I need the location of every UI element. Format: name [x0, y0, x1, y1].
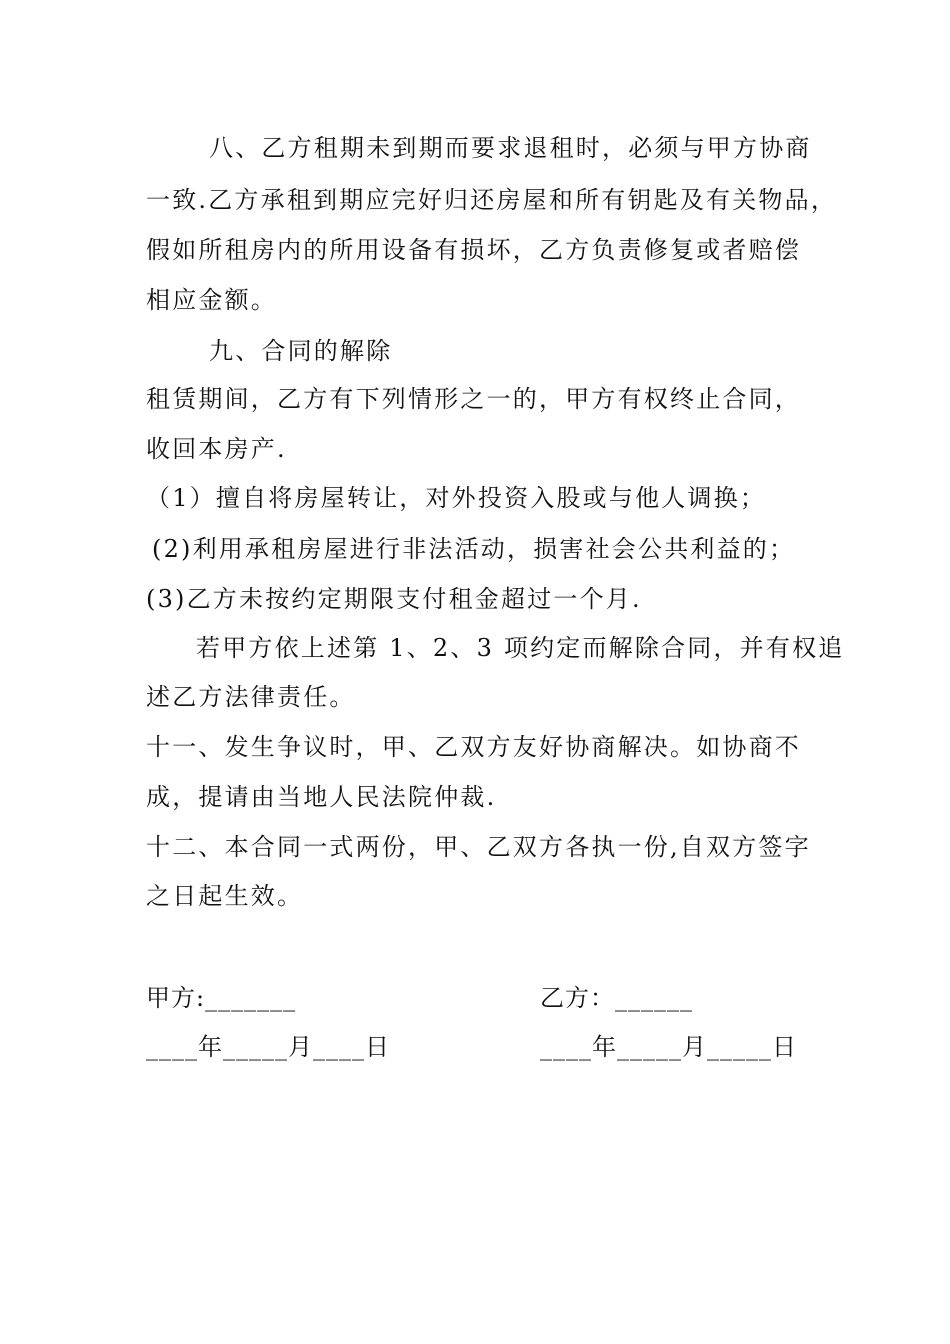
clause-9-line-2: 收回本房产. [146, 435, 287, 463]
clause-8-line-2: 一致.乙方承租到期应完好归还房屋和所有钥匙及有关物品， [146, 186, 838, 214]
clause-8-line-4: 相应金额。 [146, 286, 277, 314]
clause-11-line-2: 成，提请由当地人民法院仲裁. [146, 783, 497, 811]
clause-12-line-1: 十二、本合同一式两份，甲、乙双方各执一份,自双方签字 [146, 833, 811, 861]
clause-8-line-1: 八、乙方租期未到期而要求退租时，必须与甲方协商 [209, 134, 812, 162]
clause-9-line-1: 租赁期间，乙方有下列情形之一的，甲方有权终止合同， [146, 385, 801, 413]
clause-9-item-3: (3)乙方未按约定期限支付租金超过一个月. [146, 585, 642, 613]
clause-9-item-1: （1）擅自将房屋转让，对外投资入股或与他人调换； [146, 484, 767, 512]
party-a-signature: 甲方:_______ [146, 984, 297, 1012]
clause-8-line-3: 假如所租房内的所用设备有损坏，乙方负责修复或者赔偿 [146, 236, 801, 264]
clause-12-line-2: 之日起生效。 [146, 882, 304, 910]
party-b-date: ____年_____月_____日 [540, 1033, 797, 1061]
party-b-signature: 乙方：______ [540, 984, 693, 1012]
clause-9-heading: 九、合同的解除 [209, 337, 393, 365]
clause-11-line-1: 十一、发生争议时，甲、乙双方友好协商解决。如协商不 [146, 733, 801, 761]
clause-9-item-2: (2)利用承租房屋进行非法活动，损害社会公共利益的； [152, 535, 796, 563]
termination-line-2: 述乙方法律责任。 [146, 683, 356, 711]
termination-line-1: 若甲方依上述第 1、2、3 项约定而解除合同，并有权追 [196, 634, 845, 662]
party-a-date: ____年_____月____日 [146, 1033, 390, 1061]
